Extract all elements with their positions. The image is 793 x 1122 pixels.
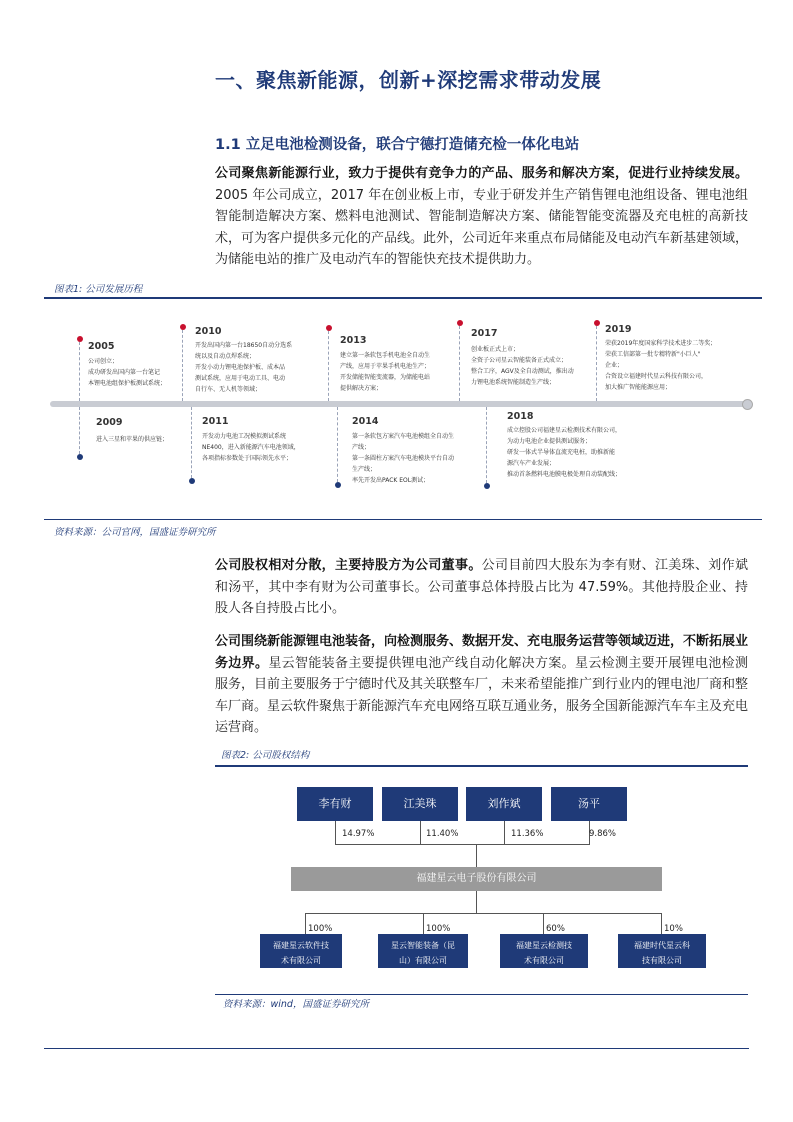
connector-line xyxy=(420,821,421,844)
subsidiary-pct: 60% xyxy=(546,924,565,934)
timeline-dot-2014 xyxy=(335,482,341,488)
timeline-text: 创业板正式上市； 全资子公司星云智能装备正式成立； 整合工序，AGV及全自动测试，推出动 力锂电池系统智能制造生产线； xyxy=(471,346,574,386)
timeline-dot-2019 xyxy=(594,320,600,326)
timeline xyxy=(44,300,762,516)
timeline-year: 2011 xyxy=(202,416,229,427)
connector-line xyxy=(305,913,306,934)
parent-company-box: 福建星云电子股份有限公司 xyxy=(291,867,662,891)
timeline-connector xyxy=(459,326,460,401)
holder-pct: 11.36% xyxy=(511,829,544,839)
connector-line xyxy=(423,913,424,934)
timeline-text: 建立第一条软包手机电池全自动生 产线，应用于苹果手机电池生产； 开发储能智能变流器，为储能电站 提供解决方案； xyxy=(340,352,431,392)
holder-pct: 9.86% xyxy=(589,829,617,839)
timeline-year: 2014 xyxy=(352,416,379,427)
timeline-text: 进入三星和苹果的供应链； xyxy=(96,436,169,443)
business-paragraph-lead: 公司围绕新能源锂电池装备，向检测服务、数据开发、充电服务运营等领域迈进，不断拓展业务边界。 xyxy=(215,634,749,671)
section-heading: 一、聚焦新能源，创新+深挖需求带动发展 xyxy=(215,68,602,92)
intro-paragraph-body: 2005 年公司成立，2017 年在创业板上市，专业于研发并生产销售锂电池组设备、锂电池组智能制造解决方案、燃料电池测试、智能制造解决方案、储能智能变流器及充电桩的高新技术，可为客户提供多元化的产品线。此外，公司近年来重点布局储能及电动汽车新基建领域，为储能电站的推广及电动汽车的智能快充技术提供助力。 xyxy=(215,187,749,267)
timeline-dot-2011 xyxy=(189,478,195,484)
timeline-year: 2013 xyxy=(340,335,367,346)
figure2-bottom-rule xyxy=(215,994,748,995)
timeline-text: 开发出国内第一台18650自动分选系 统以及自动点焊系统； 开发小动力锂电池保护板、成本品 测试系统，应用于电动工具、电动 自行车、无人机等领域； xyxy=(195,342,293,393)
subsidiary-box: 星云智能装备（昆 山）有限公司 xyxy=(378,934,468,968)
ownership-chart xyxy=(215,767,748,992)
subsection-heading: 1.1 立足电池检测设备，联合宁德打造储充检一体化电站 xyxy=(215,137,580,153)
timeline-year: 2017 xyxy=(471,328,498,339)
subsidiary-pct: 100% xyxy=(426,924,451,934)
holder-box: 江美珠 xyxy=(382,787,458,821)
timeline-connector xyxy=(486,407,487,483)
holder-box: 汤平 xyxy=(551,787,627,821)
figure2-source: 资料来源：wind，国盛证券研究所 xyxy=(223,999,369,1010)
timeline-text: 公司创立； 成功研发出国内第一台笔记 本锂电池组保护板测试系统； xyxy=(88,358,167,387)
connector-line xyxy=(476,844,477,867)
timeline-text: 第一条软包方案汽车电池模组全自动生 产线； 第一条圆柱方案汽车电池模块平台自动 生产线； 率先开发出PACK EOL测试； xyxy=(352,433,455,484)
timeline-dot-2018 xyxy=(484,483,490,489)
holder-box: 刘作斌 xyxy=(466,787,542,821)
timeline-year: 2018 xyxy=(507,411,534,422)
timeline-dot-2017 xyxy=(457,320,463,326)
subsidiary-box: 福建星云软件技 术有限公司 xyxy=(260,934,342,968)
figure2-title: 图表2: 公司股权结构 xyxy=(221,750,310,761)
timeline-year: 2019 xyxy=(605,324,632,335)
subsidiary-pct: 100% xyxy=(308,924,333,934)
connector-line xyxy=(543,913,544,934)
connector-line xyxy=(335,844,590,845)
business-paragraph-body: 星云智能装备主要提供锂电池产线自动化解决方案。星云检测主要开展锂电池检测服务，目前主要服务于宁德时代及其关联整车厂，未来希望能推广到行业内的锂电池厂商和整车厂商。星云软件聚焦于新能源汽车充电网络互联互通业务，服务全国新能源汽车车主及充电运营商。 xyxy=(215,655,749,735)
timeline-connector xyxy=(79,342,80,401)
connector-line xyxy=(476,891,477,913)
business-paragraph xyxy=(215,631,748,739)
shareholding-paragraph-lead: 公司股权相对分散，主要持股方为公司董事。 xyxy=(215,558,482,573)
intro-paragraph xyxy=(215,163,748,271)
page-footer-rule xyxy=(44,1048,749,1049)
timeline-dot-2009 xyxy=(77,454,83,460)
holder-pct: 14.97% xyxy=(342,829,375,839)
figure1-top-rule xyxy=(44,297,762,299)
connector-line xyxy=(335,821,336,844)
timeline-connector xyxy=(79,407,80,454)
timeline-text: 开发动力电池工况模拟测试系统 NE400，进入新能源汽车电池领域， 各项指标参数处于国际领先水平； xyxy=(202,433,300,462)
timeline-connector xyxy=(328,331,329,401)
subsidiary-pct: 10% xyxy=(664,924,683,934)
figure1-bottom-rule xyxy=(44,519,762,520)
timeline-year: 2009 xyxy=(96,417,123,428)
timeline-connector xyxy=(596,326,597,401)
holder-pct: 11.40% xyxy=(426,829,459,839)
timeline-dot-2005 xyxy=(77,336,83,342)
timeline-text: 成立控股公司福建星云检测技术有限公司， 为动力电池企业提供测试服务； 研发一体式半导体直流充电桩，助推新能 源汽车产业发展； 推动首条燃料电池膜电极处理自动装配线； xyxy=(507,427,622,478)
holder-box: 李有财 xyxy=(297,787,373,821)
figure1-title: 图表1: 公司发展历程 xyxy=(54,284,143,295)
shareholding-paragraph-body: 公司目前四大股东为李有财、江美珠、刘作斌和汤平，其中李有财为公司董事长。公司董事总体持股占比为 47.59%。其他持股企业、持股人各自持股占比小。 xyxy=(215,558,748,616)
shareholding-paragraph xyxy=(215,555,748,620)
subsidiary-box: 福建时代星云科 技有限公司 xyxy=(618,934,706,968)
timeline-dot-2013 xyxy=(326,325,332,331)
connector-line xyxy=(661,913,662,934)
timeline-connector xyxy=(182,330,183,401)
timeline-dot-2010 xyxy=(180,324,186,330)
timeline-axis xyxy=(50,401,752,407)
timeline-connector xyxy=(191,407,192,478)
figure1-source: 资料来源：公司官网，国盛证券研究所 xyxy=(54,527,216,538)
intro-paragraph-lead: 公司聚焦新能源行业，致力于提供有竞争力的产品、服务和解决方案，促进行业持续发展。 xyxy=(215,166,748,181)
timeline-year: 2010 xyxy=(195,326,222,337)
timeline-axis-end xyxy=(742,399,753,410)
timeline-year: 2005 xyxy=(88,341,115,352)
connector-line xyxy=(504,821,505,844)
subsidiary-box: 福建星云检测技 术有限公司 xyxy=(500,934,588,968)
connector-line xyxy=(305,913,661,914)
timeline-text: 荣获2019年度国家科学技术进步二等奖； 荣获工信部第一批专精特新"小巨人" 企业； 合资设立福建时代星云科技有限公司， 加大推广智能能源应用； xyxy=(605,340,717,391)
timeline-connector xyxy=(337,407,338,482)
